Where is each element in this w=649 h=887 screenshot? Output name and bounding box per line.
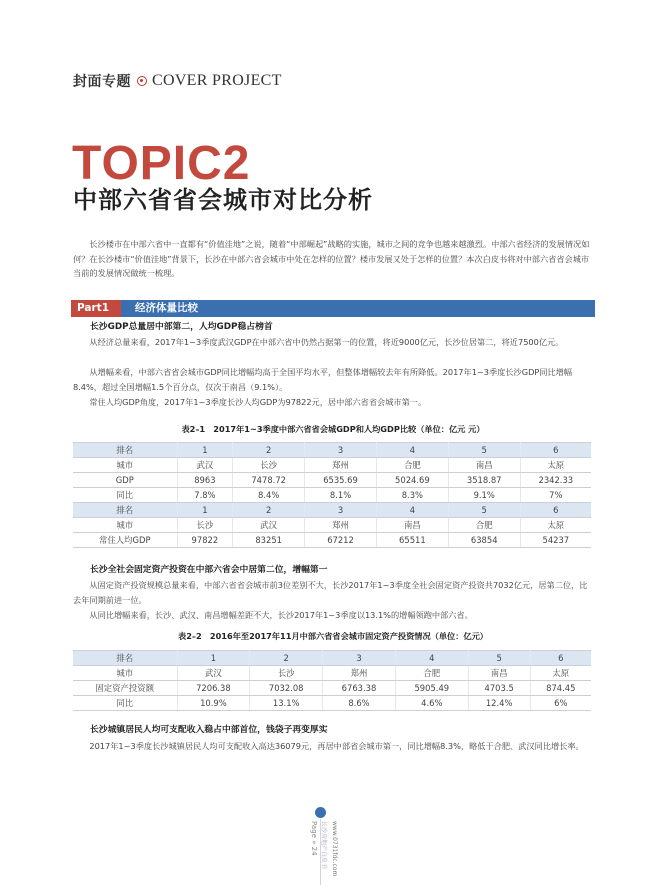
table-cell: 9.1% bbox=[448, 488, 520, 503]
part1-title: 经济体量比较 bbox=[121, 300, 595, 317]
table-cell: 南昌 bbox=[376, 518, 448, 533]
table2-caption: 表2–2 2016年至2017年11月中部六省省会城市固定资产投资情况（单位：亿元） bbox=[178, 631, 488, 641]
table-cell: 5024.69 bbox=[376, 473, 448, 488]
table-cell: 武汉 bbox=[177, 458, 233, 473]
section2-paragraph-1: 从固定资产投资规模总量来看，中部六省省会城市前3位差别不大，长沙2017年1~3季度全社会固定资产投资共7032亿元，居第二位，比去年同期前进一位。 bbox=[73, 580, 588, 605]
table-cell: 7% bbox=[520, 488, 591, 503]
page-marker-icon bbox=[315, 807, 326, 818]
table-row bbox=[73, 666, 591, 681]
table-cell: 67212 bbox=[305, 533, 377, 548]
section3-heading: 长沙城镇居民人均可支配收入稳占中部首位，钱袋子再变厚实 bbox=[90, 725, 328, 735]
table-cell: 2 bbox=[233, 443, 305, 458]
table-cell: 6 bbox=[520, 503, 591, 518]
table-cell: 4 bbox=[376, 443, 448, 458]
table-cell: 1 bbox=[177, 443, 233, 458]
table-cell: 排名 bbox=[73, 651, 177, 666]
table-cell: 54237 bbox=[520, 533, 591, 548]
header-title-cn: 封面专题 bbox=[73, 74, 131, 90]
table-cell: 4 bbox=[376, 503, 448, 518]
table-cell: 合肥 bbox=[376, 458, 448, 473]
table-cell: 1 bbox=[177, 503, 233, 518]
table-cell: 武汉 bbox=[177, 666, 250, 681]
table-cell: 城市 bbox=[73, 666, 177, 681]
table-cell: 97822 bbox=[177, 533, 233, 548]
intro-paragraph: 长沙楼市在中部六省中一直都有“价值洼地”之说，随着“中部崛起”战略的实施，城市之间的竞争也越来越激烈。中部六省经济的发展情况如何？在长沙楼市“价值洼地”背景下，长沙在中部六省会城市中处在怎样的位置？楼市发展又处于怎样的位置？本次白皮书将对中部六省省会城市当前的发展情况做统一梳理。 bbox=[73, 239, 590, 279]
table-cell: 4.6% bbox=[395, 696, 468, 711]
table-cell: 7478.72 bbox=[233, 473, 305, 488]
table-cell: 8963 bbox=[177, 473, 233, 488]
section1-paragraph-1: 从经济总量来看，2017年1~3季度武汉GDP在中部六省中仍然占据第一的位置，将近9000亿元，长沙位居第二，将近7500亿元。 bbox=[89, 337, 564, 347]
table-cell: 8.3% bbox=[376, 488, 448, 503]
part1-bar bbox=[71, 300, 595, 317]
table-cell: 太原 bbox=[520, 518, 591, 533]
table-cell: 长沙 bbox=[233, 458, 305, 473]
table-cell: 7.8% bbox=[177, 488, 233, 503]
table-cell: 郑州 bbox=[305, 458, 377, 473]
website-url: www.0731fdc.com bbox=[331, 821, 338, 877]
table-cell: 3 bbox=[305, 443, 377, 458]
table-cell: 4 bbox=[395, 651, 468, 666]
table-row bbox=[73, 488, 591, 503]
section1-paragraph-3: 常住人均GDP角度，2017年1~3季度长沙人均GDP为97822元，居中部六省省会城市第一。 bbox=[89, 397, 427, 407]
table-row bbox=[73, 443, 591, 458]
table-cell: 7206.38 bbox=[177, 681, 250, 696]
table-row bbox=[73, 651, 591, 666]
table1-caption: 表2–1 2017年1~3季度中部六省省会城GDP和人均GDP比较（单位：亿元 元） bbox=[181, 424, 485, 434]
table-cell: 南昌 bbox=[448, 458, 520, 473]
header-title-en: COVER PROJECT bbox=[152, 72, 282, 89]
table-cell: 8.6% bbox=[323, 696, 396, 711]
table-row bbox=[73, 696, 591, 711]
section1-paragraph-2: 从增幅来看，中部六省省会城市GDP同比增幅均高于全国平均水平，但整体增幅较去年有所降低。2017年1~3季度长沙GDP同比增幅8.4%，超过全国增幅1.5个百分点，仅次于南昌（9.1%）。 bbox=[73, 367, 573, 392]
section1-heading: 长沙GDP总量居中部第二，人均GDP稳占榜首 bbox=[90, 322, 273, 332]
table-cell: 武汉 bbox=[233, 518, 305, 533]
table-cell: 郑州 bbox=[323, 666, 396, 681]
table-cell: 8.1% bbox=[305, 488, 377, 503]
topic-label: TOPIC2 bbox=[72, 137, 251, 190]
table2 bbox=[73, 650, 591, 711]
table-row bbox=[73, 503, 591, 518]
table-cell: 常住人均GDP bbox=[73, 533, 177, 548]
publication-name: 长沙房地产白皮书 bbox=[320, 821, 327, 870]
table-row bbox=[73, 473, 591, 488]
table-cell: 4703.5 bbox=[468, 681, 530, 696]
table-row bbox=[73, 458, 591, 473]
table-cell: 5 bbox=[468, 651, 530, 666]
table-cell: 63854 bbox=[448, 533, 520, 548]
table-cell: 太原 bbox=[530, 666, 591, 681]
table-cell: 郑州 bbox=[305, 518, 377, 533]
table-cell: 同比 bbox=[73, 696, 177, 711]
table-cell: 5905.49 bbox=[395, 681, 468, 696]
table-row bbox=[73, 681, 591, 696]
table-cell: 2 bbox=[233, 503, 305, 518]
table-cell: 2 bbox=[250, 651, 323, 666]
page-footer bbox=[305, 805, 338, 887]
table-row bbox=[73, 533, 591, 548]
table1 bbox=[73, 442, 591, 548]
table-cell: GDP bbox=[73, 473, 177, 488]
table-cell: 3518.87 bbox=[448, 473, 520, 488]
table-cell: 排名 bbox=[73, 443, 177, 458]
table-cell: 6763.38 bbox=[323, 681, 396, 696]
table-cell: 1 bbox=[177, 651, 250, 666]
table-cell: 83251 bbox=[233, 533, 305, 548]
table-cell: 8.4% bbox=[233, 488, 305, 503]
table-cell: 6% bbox=[530, 696, 591, 711]
table-cell: 同比 bbox=[73, 488, 177, 503]
table-cell: 南昌 bbox=[468, 666, 530, 681]
table-cell: 3 bbox=[305, 503, 377, 518]
table-cell: 7032.08 bbox=[250, 681, 323, 696]
part1-tag: Part1 bbox=[71, 300, 121, 317]
table-cell: 13.1% bbox=[250, 696, 323, 711]
table-cell: 6 bbox=[520, 443, 591, 458]
topic-subtitle: 中部六省省会城市对比分析 bbox=[73, 186, 373, 214]
table-cell: 5 bbox=[448, 503, 520, 518]
section2-heading: 长沙全社会固定资产投资在中部六省会中居第二位，增幅第一 bbox=[90, 565, 328, 575]
table-cell: 874.45 bbox=[530, 681, 591, 696]
table-cell: 65511 bbox=[376, 533, 448, 548]
table-cell: 长沙 bbox=[250, 666, 323, 681]
table-cell: 合肥 bbox=[395, 666, 468, 681]
table-cell: 2342.33 bbox=[520, 473, 591, 488]
section3-paragraph-1: 2017年1~3季度长沙城镇居民人均可支配收入高达36079元，再居中部省会城市第一，同比增幅8.3%，略低于合肥、武汉同比增长率。 bbox=[89, 741, 584, 751]
table-cell: 3 bbox=[323, 651, 396, 666]
table-cell: 12.4% bbox=[468, 696, 530, 711]
target-icon bbox=[137, 76, 147, 86]
page-number: Page » 24 bbox=[310, 821, 318, 856]
table-cell: 6 bbox=[530, 651, 591, 666]
table-cell: 合肥 bbox=[448, 518, 520, 533]
page-header bbox=[73, 71, 282, 91]
table-cell: 10.9% bbox=[177, 696, 250, 711]
table-row bbox=[73, 518, 591, 533]
table-cell: 太原 bbox=[520, 458, 591, 473]
table-cell: 固定资产投资额 bbox=[73, 681, 177, 696]
table-cell: 6535.69 bbox=[305, 473, 377, 488]
table-cell: 城市 bbox=[73, 458, 177, 473]
section2-paragraph-2: 从同比增幅来看，长沙、武汉、南昌增幅差距不大，长沙2017年1~3季度以13.1%的增幅领跑中部六省。 bbox=[89, 610, 473, 620]
table-cell: 排名 bbox=[73, 503, 177, 518]
table-cell: 长沙 bbox=[177, 518, 233, 533]
table-cell: 5 bbox=[448, 443, 520, 458]
table-cell: 城市 bbox=[73, 518, 177, 533]
